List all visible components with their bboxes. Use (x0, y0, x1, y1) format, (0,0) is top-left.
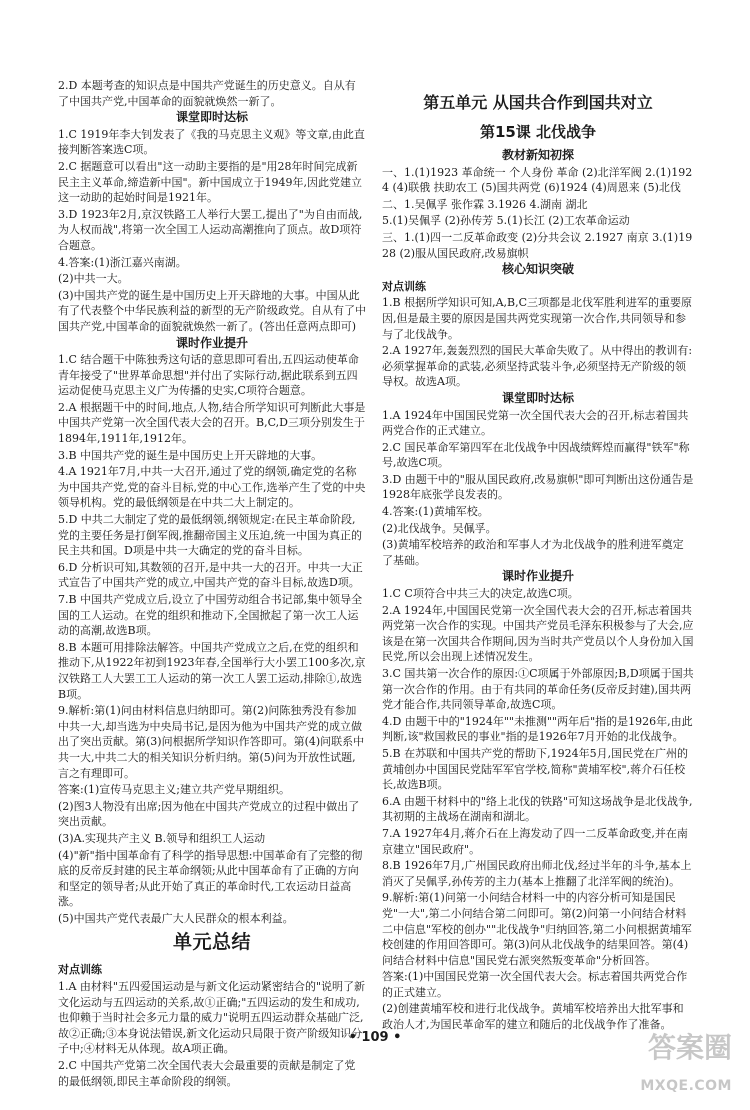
answer-line: 4.答案:(1)浙江嘉兴南湖。 (58, 255, 187, 269)
answer-line: (3)A.实现共产主义 B.领导和组织工人运动 (58, 831, 266, 845)
right-section-1-block (382, 165, 694, 262)
right-section-3-block (382, 408, 694, 569)
answer-line: 7.B 中国共产党成立后,设立了中国劳动组合书记部,集中领导全国的工人运动。在党的组织和推动下,全国掀起了第一次工人运动的高潮,故选B项。 (58, 593, 363, 638)
answer-line: 1.B 根据所学知识可知,A,B,C三项都是北伐军胜利进军的重要原因,但是最主要的原因是国共两党实现第一次合作,共同领导和参与了北伐战争。 (382, 296, 693, 341)
answer-line: 8.B 本题可用排除法解答。中国共产党成立之后,在党的组织和推动下,从1922年初到1923年春,全国举行大小罢工100多次,京汉铁路工人大罢工工人运动的第一次工人罢工运动,排除①,故选B项。 (58, 640, 366, 701)
answer-line: 2.C 据题意可以看出"这一动助主要指的是"用28年时间完成新民主主义革命,缔造新中国"。新中国成立于1949年,因此党建立这一动助的起始时间是1921年。 (58, 159, 363, 205)
right-subheading: 对点训练 (382, 279, 426, 293)
left-section-heading-1: 课堂即时达标 (175, 110, 248, 125)
right-section-4-block (382, 586, 694, 1033)
answer-line: 9.解析:第(1)问第一小问结合材料一中的内容分析可知是国民党"一大",第二小问结合第二问即可。第(2)问第一小问结合材料二中信息"军校的创办""北伐战争"归纳回答,第二小问根据黄埔军校创建的作用回答即可。第(3)问从北伐战争的结果回答。第(4)问结合材料中信息"国民党右派突然叛变革命"分析回答。 (382, 891, 692, 967)
answer-line: 2.A 1927年,轰轰烈烈的国民大革命失败了。从中得出的教训有:必须掌握革命的武装,必须坚持武装斗争,必须坚持无产阶级的领导权。故选A项。 (382, 344, 693, 389)
answer-line: (2)北伐战争。吴佩孚。 (382, 521, 497, 535)
left-section-2-block (58, 352, 366, 926)
answer-line: (2)图3人物没有出席;因为他在中国共产党成立的过程中做出了突出贡献。 (58, 799, 360, 829)
answer-line: 2.A 1924年,中国国民党第一次全国代表大会的召开,标志着国共两党第一次合作的实现。中国共产党员毛泽东积极参与了大会,应该是在第一次国共合作期间,因为当时共产党员以个人身份加入国民党,所以会出现上述情况发生。 (382, 603, 694, 664)
answer-line: (2)中共一大。 (58, 272, 129, 286)
answer-line: 3.B 中国共产党的诞生是中国历史上开天辟地的大事。 (58, 448, 323, 462)
answer-line: 2.A 根据题干中的时间,地点,人物,结合所学知识可判断此大事是中国共产党第一次全国代表大会的召开。B,C,D三项分别发生于1894年,1911年,1912年。 (58, 400, 366, 446)
right-section-2-block (382, 295, 694, 390)
answer-line: 二、1.吴佩孚 张作霖 3.1926 4.湖南 湖北 (382, 197, 588, 211)
right-section-heading-1: 教材新知初探 (501, 148, 574, 162)
answer-line: 6.A 由题干材料中的"络上北伐的铁路"可知这场战争是北伐战争,其初期的主战场在湖南和湖北。 (382, 794, 693, 824)
answer-line: (4)"新"指中国革命有了科学的指导思想:中国革命有了完整的彻底的反帝反封建的民主革命纲领;从此中国革命有了正确的方向和坚定的领导者;从此开始了真正的革命时代,工农运动日益高涨。 (58, 848, 363, 909)
answer-line: 4.答案:(1)黄埔军校。 (382, 505, 489, 519)
answer-line: 三、1.(1)四一二反革命政变 (2)分共会议 2.1927 南京 3.(1)1928 (2)服从国民政府,改易旗帜 (382, 230, 693, 260)
answer-line: 6.D 分析识可知,其数领的召开,是中共一大的召开。中共一大正式宣告了中国共产党的成立,中国共产党的奋斗目标,故选D项。 (58, 560, 363, 590)
answer-line: 3.C 国共第一次合作的原因:①C项属于外部原因;B,D项属于国共第一次合作的作用。由于有共同的革命任务(反帝反封建),国共两党才能合作,共同领导革命,故选C项。 (382, 667, 694, 712)
answer-line: 1.C C项符合中共三大的决定,故选C项。 (382, 587, 579, 601)
answer-line: 2.C 中国共产党第二次全国代表大会最重要的贡献是制定了党的最低纲领,即民主革命阶段的纲领。 (58, 1059, 356, 1088)
answer-line: 1.C 1919年李大钊发表了《我的马克思主义观》等文章,由此直接判断答案选C项。 (58, 127, 365, 157)
answer-line: 1.C 结合题干中陈独秀这句话的意思即可看出,五四运动使革命青年接受了"世界革命思想"并付出了实际行动,据此联系到五四运动促使马克思主义广为传播的史实,C项符合题意。 (58, 353, 359, 398)
answer-line: 2.D 本题考查的知识点是中国共产党诞生的历史意义。自从有了中国共产党,中国革命的面貌就焕然一新了。 (58, 79, 356, 108)
answer-line: 答案:(1)中国国民党第一次全国代表大会。标志着国共两党合作的正式建立。 (382, 970, 688, 999)
left-column (58, 78, 366, 1090)
answer-line: 3.D 由题干中的"服从国民政府,改易旗帜"即可判断出这份通告是1928年底张学良发表的。 (382, 472, 694, 502)
answer-line: 8.B 1926年7月,广州国民政府出师北伐,经过半年的斗争,基本上消灭了吴佩孚,孙传芳的主力(基本上推翻了北洋军阀的统治)。 (382, 859, 692, 888)
left-section-heading-3: 对点训练 (58, 963, 102, 977)
answer-line: (2)创建黄埔军校和进行北伐战争。黄埔军校培养出大批军事和政治人才,为国民革命军的建立和随后的北伐战争作了准备。 (382, 1002, 684, 1032)
answer-line: 答案:(1)宣传马克思主义;建立共产党早期组织。 (58, 783, 290, 797)
answer-line: 一、1.(1)1923 革命统一 个人身份 革命 (2)北洋军阀 2.(1)1924 (4)联俄 扶助农工 (5)国共两党 (6)1924 (4)周恩来 (5)北伐 (382, 165, 693, 195)
answer-line: 5.(1)吴佩孚 (2)孙传芳 5.(1)长江 (2)工农革命运动 (382, 214, 630, 228)
answer-line: (5)中国共产党代表最广大人民群众的根本利益。 (58, 911, 294, 925)
answer-line: 5.B 在苏联和中国共产党的帮助下,1924年5月,国民党在广州的黄埔创办中国国民党陆军军官学校,简称"黄埔军校",蒋介石任校长,故选B项。 (382, 746, 689, 792)
answer-line: 5.D 中共二大制定了党的最低纲领,纲领规定:在民主革命阶段,党的主要任务是打倒军阀,推翻帝国主义压迫,统一中国为真正的民主共和国。D项是中共一大确定的党的奋斗目标。 (58, 513, 362, 558)
answer-line: 7.A 1927年4月,蒋介石在上海发动了四一二反革命政变,并在南京建立"国民政府"。 (382, 826, 688, 856)
watermark-top-text: 答案圈 (647, 1031, 732, 1064)
answer-line: 1.A 由材料"五四爱国运动是与新文化运动紧密结合的"说明了新文化运动与五四运动的关系,故①正确;"五四运动的发生和成功,也仰赖于当时社会多元力量的威力"说明五四运动群众基础广泛,故②正确;③本身说法错误,新文化运动只局限于资产阶级知识分子中;④材料无从体现。故A项正确。 (58, 980, 366, 1056)
lesson-title: 第15课 北伐战争 (479, 123, 597, 141)
answer-line: (3)黄埔军校培养的政治和军事人才为北伐战争的胜利进军奠定了基础。 (382, 538, 684, 567)
right-section-heading-3: 课堂即时达标 (501, 390, 574, 405)
answer-line: 1.A 1924年中国国民党第一次全国代表大会的召开,标志着国共两党合作的正式建立。 (382, 408, 689, 438)
right-section-heading-4: 课时作业提升 (501, 569, 574, 584)
answer-line: (3)中国共产党的诞生是中国历史上开天辟地的大事。中国从此有了代表整个中华民族利益的新型的无产阶级政党。自从有了中国共产党,中国革命的面貌就焕然一新了。(答出任意两点即可) (58, 288, 366, 333)
watermark-logo (626, 1026, 736, 1096)
unit-title: 第五单元 从国共合作到国共对立 (423, 93, 653, 112)
answer-line: 3.D 1923年2月,京汉铁路工人举行大罢工,提出了"为自由而战,为人权而战",将第一次全国工人运动高潮推向了顶点。故D项符合题意。 (58, 207, 363, 252)
left-section-1-block (58, 127, 366, 335)
left-section-heading-2: 课时作业提升 (175, 335, 248, 350)
answer-line: 4.D 由题干中的"1924年""未推测""两年后"指的是1926年,由此判断,该"救国救民的事业"指的是1926年7月开始的北伐战争。 (382, 714, 693, 744)
page-number: • 109 • (348, 1030, 402, 1045)
watermark-bottom-text: MXQE.COM (640, 1078, 732, 1094)
right-column (382, 84, 694, 1034)
unit-summary-title: 单元总结 (172, 931, 251, 954)
right-section-heading-2: 核心知识突破 (501, 262, 574, 277)
answer-line: 2.C 国民革命军第四军在北伐战争中因战绩辉煌而赢得"铁军"称号,故选C项。 (382, 440, 690, 470)
left-intro-block (58, 78, 366, 109)
answer-line: 9.解析:第(1)问由材料信息归纳即可。第(2)问陈独秀没有参加中共一大,却当选为中央局书记,是因为他为中国共产党的成立做出了突出贡献。第(3)问根据所学知识作答即可。第(4)问联系中共一大,中共二大的相关知识分析归纳。第(5)问为开放性试题,言之有理即可。 (58, 704, 365, 780)
answer-line: 4.A 1921年7月,中共一大召开,通过了党的纲领,确定党的名称为中国共产党,党的奋斗目标,党的中心工作,选举产生了党的中央领导机构。党的最低纲领是在中共二大上制定的。 (58, 465, 366, 510)
